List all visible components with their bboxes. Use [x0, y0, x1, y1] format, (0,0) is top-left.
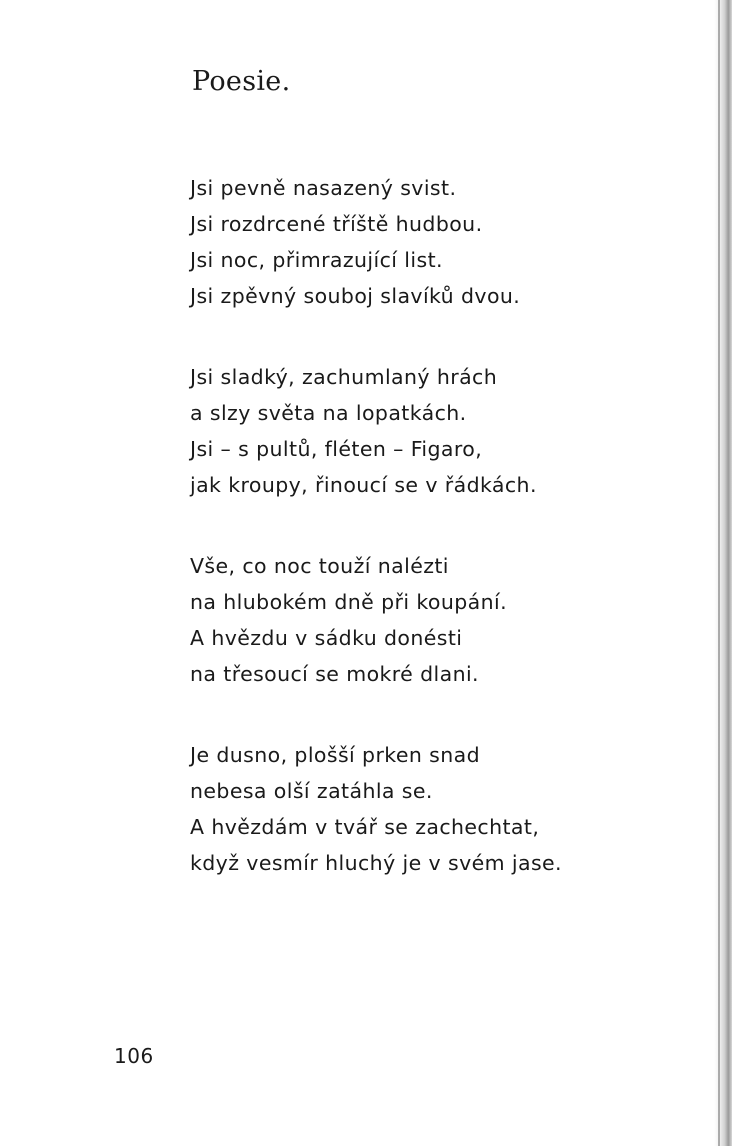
poem-line: A hvězdám v tvář se zachechtat,	[190, 815, 540, 839]
page-number: 106	[114, 1044, 154, 1068]
poem-line: A hvězdu v sádku donésti	[190, 626, 463, 650]
poem-line: Vše, co noc touží nalézti	[190, 554, 449, 578]
poem-line: Jsi rozdrcené tříště hudbou.	[190, 212, 483, 236]
poem-line: Je dusno, plošší prken snad	[190, 743, 481, 767]
poem-line: Jsi sladký, zachumlaný hrách	[190, 365, 498, 389]
page-edge-shadow	[714, 0, 732, 1146]
poem-line: jak kroupy, řinoucí se v řádkách.	[190, 473, 537, 497]
poem-line: nebesa olší zatáhla se.	[190, 779, 433, 803]
poem-title: Poesie.	[192, 66, 291, 97]
poem-line: když vesmír hluchý je v svém jase.	[190, 851, 562, 875]
poem-body	[190, 170, 670, 926]
page-edge-line	[718, 0, 720, 1146]
poem-line: a slzy světa na lopatkách.	[190, 401, 467, 425]
stanza-1	[190, 170, 670, 314]
stanza-2	[190, 359, 670, 503]
poem-line: Jsi pevně nasazený svist.	[190, 176, 457, 200]
poem-line: na hlubokém dně při koupání.	[190, 590, 507, 614]
stanza-4	[190, 737, 670, 881]
poem-line: na třesoucí se mokré dlani.	[190, 662, 479, 686]
stanza-3	[190, 548, 670, 692]
poem-line: Jsi zpěvný souboj slavíků dvou.	[190, 284, 521, 308]
poem-line: Jsi noc, přimrazující list.	[190, 248, 443, 272]
poem-line: Jsi – s pultů, fléten – Figaro,	[190, 437, 483, 461]
